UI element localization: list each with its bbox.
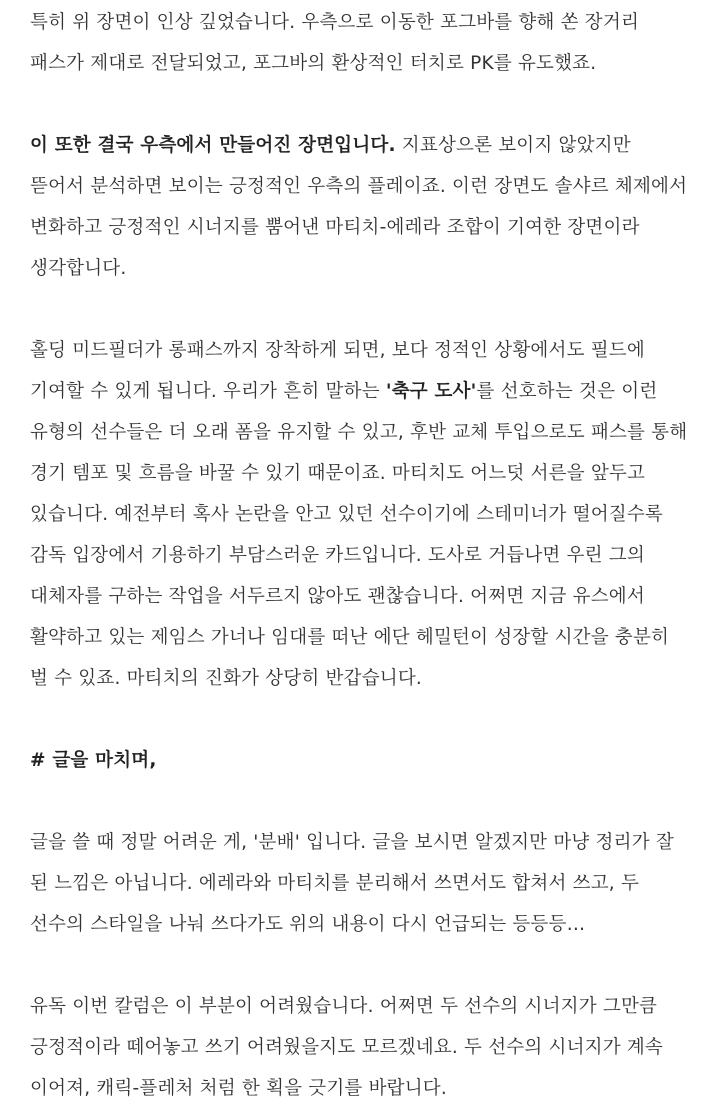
paragraph-closing-synergy: [30, 986, 690, 1109]
emphasis-text: 이 또한 결국 우측에서 만들어진 장면입니다.: [30, 135, 396, 156]
paragraph-text: 특히 위 장면이 인상 깊었습니다. 우측으로 이동한 포그바를 향해 쏜 장거리 패스가 제대로 전달되었고, 포그바의 환상적인 터치로 PK를 유도했죠.: [30, 12, 640, 74]
paragraph-text: 유독 이번 칼럼은 이 부분이 어려웠습니다. 어쩌면 두 선수의 시너지가 그만큼 긍정적이라 떼어놓고 쓰기 어려웠을지도 모르겠네요. 두 선수의 시너지가 계속 이어져, 캐릭-플레처 처럼 한 획을 긋기를 바랍니다.: [30, 996, 664, 1099]
paragraph-pogba-pass: [30, 2, 690, 84]
paragraph-text: 글을 쓸 때 정말 어려운 게, '분배' 입니다. 글을 보시면 알겠지만 마냥 정리가 잘 된 느낌은 아닙니다. 에레라와 마티치를 분리해서 쓰면서도 합쳐서 쓰고, 두 선수의 스타일을 나눠 쓰다가도 위의 내용이 다시 언급되는 등등등…: [30, 832, 674, 935]
paragraph-right-side-play: [30, 125, 690, 289]
section-heading-closing: # 글을 마치며,: [30, 750, 157, 771]
paragraph-closing-distribution: [30, 822, 690, 945]
paragraph-text: 홀딩 미드필더가 롱패스까지 장착하게 되면, 보다 정적인 상황에서도 필드에 기여할 수 있게 됩니다. 우리가 흔히 말하는: [30, 340, 645, 402]
paragraph-text: 지표상으론 보이지 않았지만 뜯어서 분석하면 보이는 긍정적인 우측의 플레이죠. 이런 장면도 솔샤르 체제에서 변화하고 긍정적인 시너지를 뿜어낸 마티치-에레라 조합이 기여한 장면이라 생각합니다.: [30, 135, 688, 279]
paragraph-text: 를 선호하는 것은 이런 유형의 선수들은 더 오래 폼을 유지할 수 있고, 후반 교체 투입으로도 패스를 통해 경기 템포 및 흐름을 바꿀 수 있기 때문이죠. 마티치도 어느덧 서른을 앞두고 있습니다. 예전부터 혹사 논란을 안고 있던 선수이기에 스테미너가 떨어질수록 감독 입장에서 기용하기 부담스러운 카드입니다. 도사로 거듭나면 우린 그의 대체자를 구하는 작업을 서두르지 않아도 괜찮습니다. 어쩌면 지금 유스에서 활약하고 있는 제임스 가너나 임대를 떠난 에단 헤밀턴이 성장할 시간을 충분히 벌 수 있죠. 마티치의 진화가 상당히 반갑습니다.: [30, 381, 688, 689]
emphasis-text: '축구 도사': [385, 381, 477, 402]
paragraph-holding-midfielder: [30, 330, 690, 699]
